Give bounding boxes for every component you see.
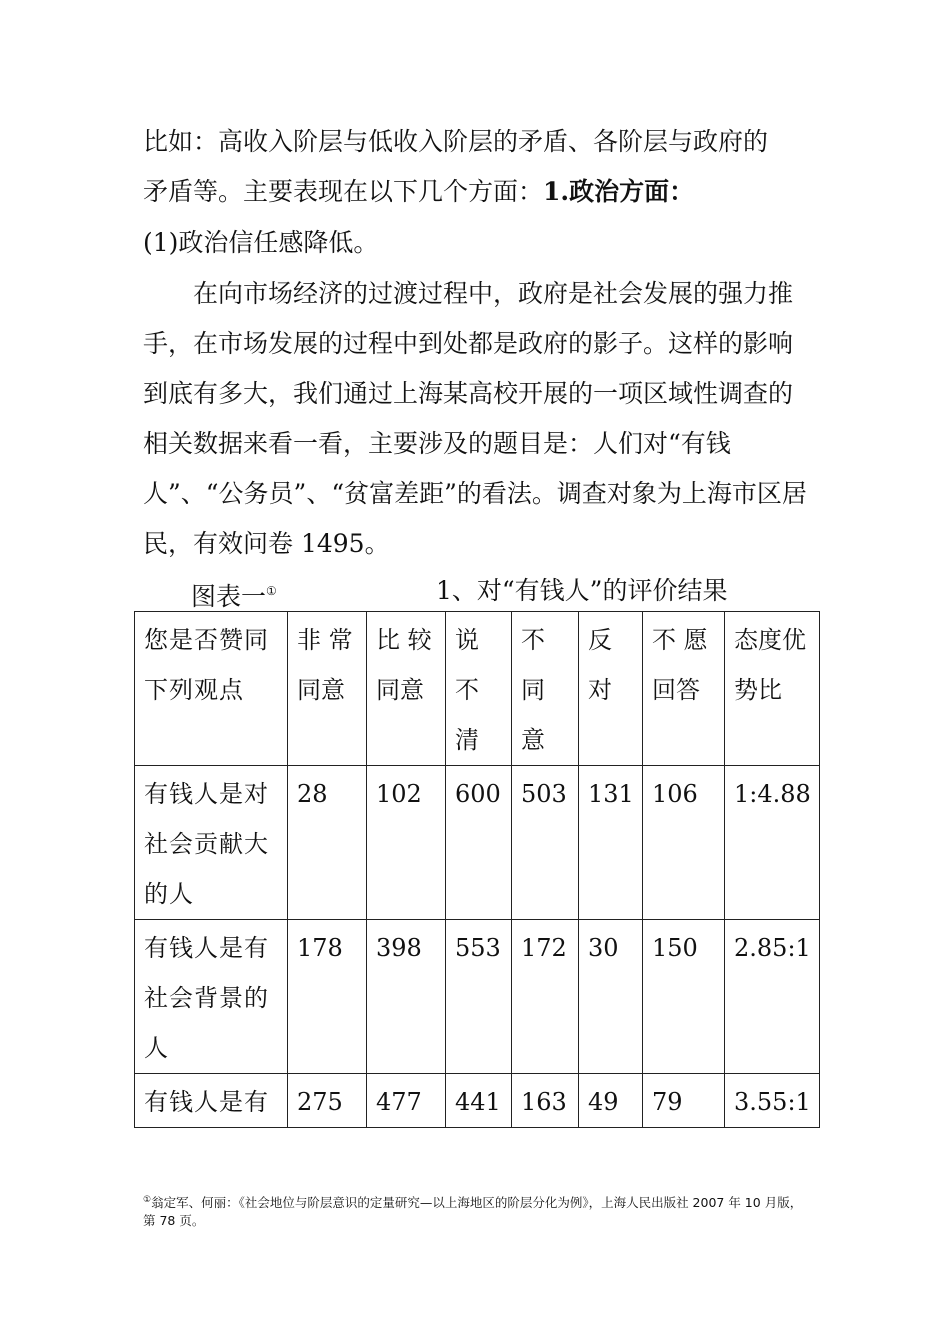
table-cell: 102	[367, 766, 446, 920]
table-cell: 600	[446, 766, 512, 920]
table-cell: 441	[446, 1074, 512, 1128]
table-cell: 150	[643, 920, 725, 1074]
header-cell: 说 不 清	[446, 612, 512, 766]
table-cell: 49	[579, 1074, 643, 1128]
table-cell: 30	[579, 920, 643, 1074]
table-cell: 2.85:1	[725, 920, 820, 1074]
table-cell: 553	[446, 920, 512, 1074]
rich-people-evaluation-table	[134, 611, 820, 1128]
paragraph-intro	[143, 117, 813, 217]
intro-line-2: 矛盾等。主要表现在以下几个方面：	[143, 177, 544, 206]
table-label-text: 图表一	[191, 582, 267, 611]
header-cell: 态度优势比	[725, 612, 820, 766]
intro-line-1: 比如：高收入阶层与低收入阶层的矛盾、各阶层与政府的	[143, 127, 769, 156]
table-cell: 79	[643, 1074, 725, 1128]
subheading-trust: (1)政治信任感降低。	[143, 228, 379, 257]
footnote-mark: ①	[143, 1195, 152, 1205]
table-cell: 3.55:1	[725, 1074, 820, 1128]
footnote	[143, 1191, 813, 1230]
table-cell: 398	[367, 920, 446, 1074]
header-cell: 您是否赞同下列观点	[135, 612, 288, 766]
table-cell: 28	[288, 766, 367, 920]
header-cell: 不 同 意	[512, 612, 579, 766]
header-cell: 不 愿 回答	[643, 612, 725, 766]
row-label-cell: 有钱人是有社会背景的人	[135, 920, 288, 1074]
footnote-text: 翁定军、何丽：《社会地位与阶层意识的定量研究—以上海地区的阶层分化为例》，上海人民出版社 2007 年 10 月版，第 78 页。	[143, 1195, 803, 1229]
table-row	[135, 766, 820, 920]
header-cell: 反 对	[579, 612, 643, 766]
section-heading-politics: 1.政治方面：	[543, 177, 695, 206]
paragraph-body: 在向市场经济的过渡过程中，政府是社会发展的强力推手，在市场发展的过程中到处都是政府的影子。这样的影响到底有多大，我们通过上海某高校开展的一项区域性调查的相关数据来看一看，主要涉及的题目是：人们对“有钱人”、“公务员”、“贫富差距”的看法。调查对象为上海市区居民，有效问卷 1495。	[143, 279, 807, 558]
table-cell: 503	[512, 766, 579, 920]
table-cell: 178	[288, 920, 367, 1074]
footnote-reference: ①	[266, 584, 277, 598]
table-header-row	[135, 612, 820, 766]
table-cell: 131	[579, 766, 643, 920]
row-label-cell: 有钱人是有	[135, 1074, 288, 1128]
table-cell: 163	[512, 1074, 579, 1128]
table-row	[135, 920, 820, 1074]
table-row	[135, 1074, 820, 1128]
header-cell: 比 较 同意	[367, 612, 446, 766]
header-cell: 非 常 同意	[288, 612, 367, 766]
table-cell: 106	[643, 766, 725, 920]
table-cell: 275	[288, 1074, 367, 1128]
table-cell: 477	[367, 1074, 446, 1128]
table-title: 1、对“有钱人”的评价结果	[436, 576, 728, 605]
row-label-cell: 有钱人是对社会贡献大的人	[135, 766, 288, 920]
table-cell: 172	[512, 920, 579, 1074]
table-cell: 1:4.88	[725, 766, 820, 920]
